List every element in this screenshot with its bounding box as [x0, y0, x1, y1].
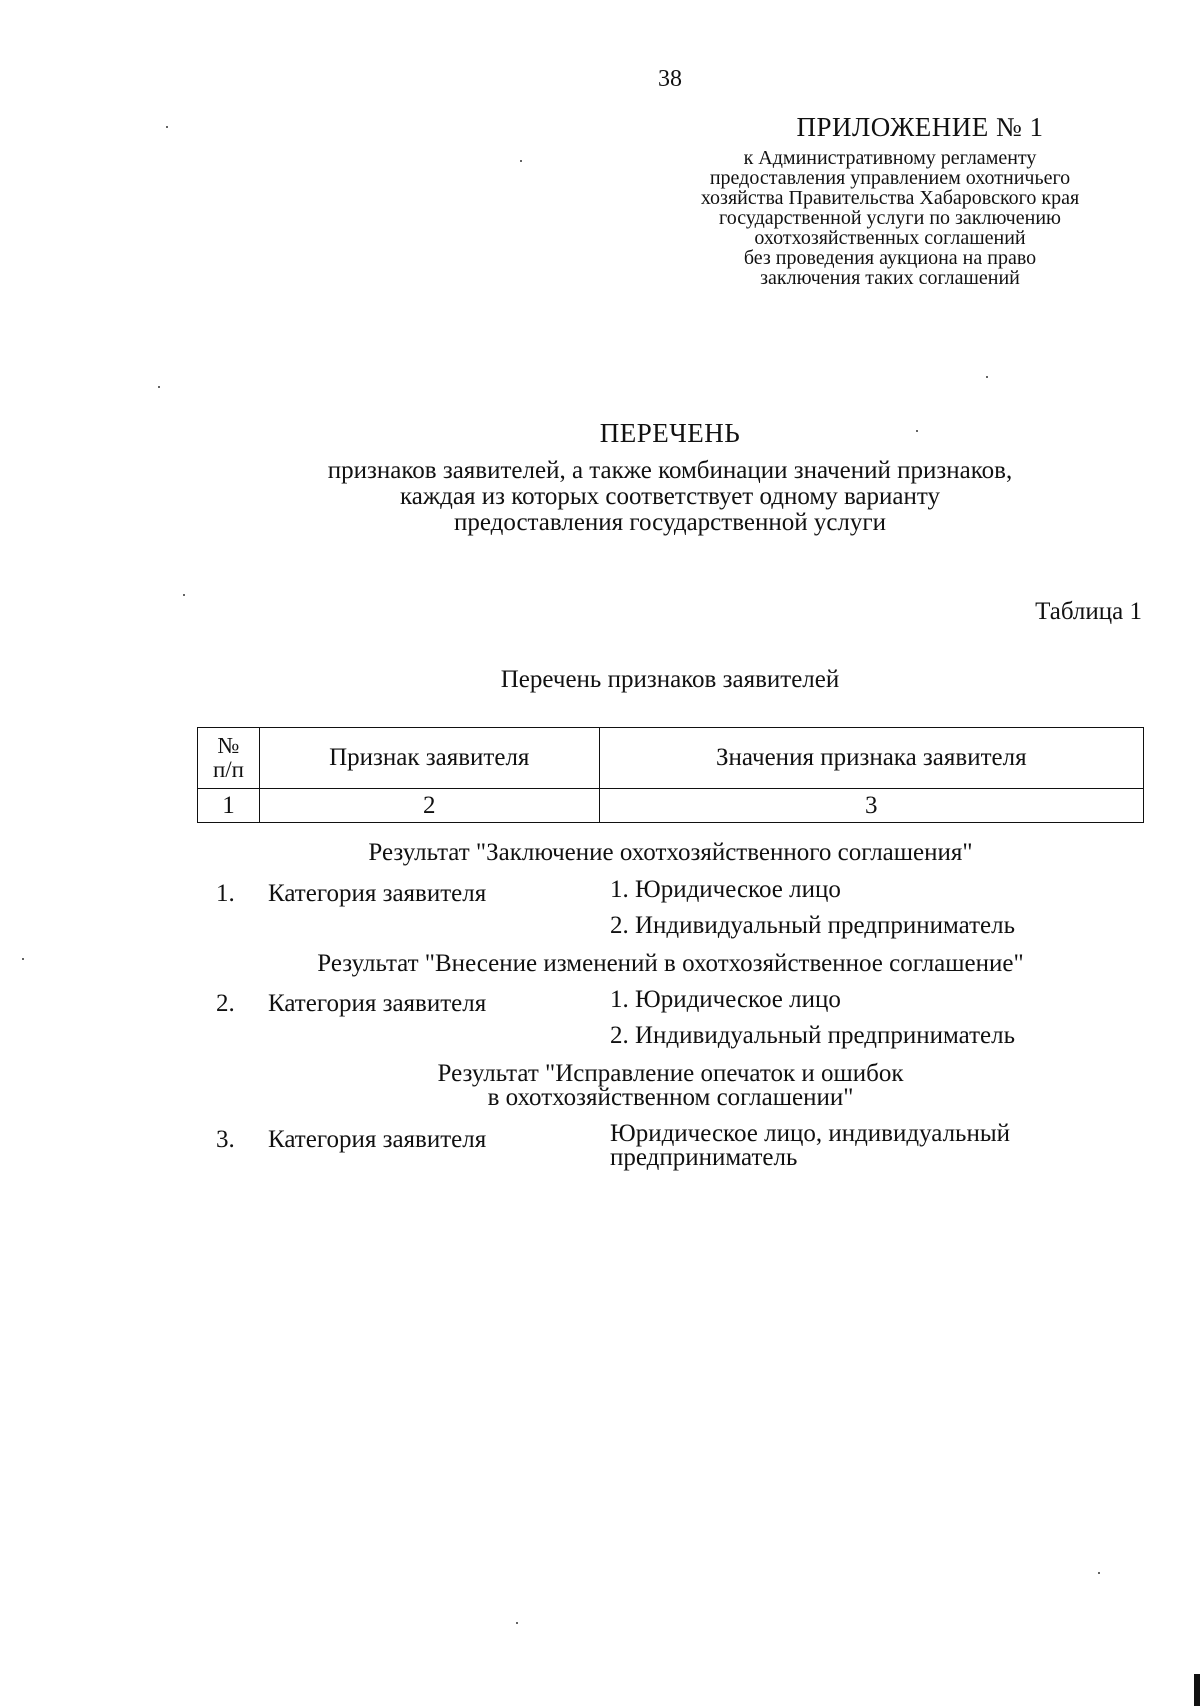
header-number-line2: п/п	[212, 757, 244, 782]
scan-speck	[22, 958, 24, 960]
row-number: 3.	[216, 1126, 235, 1153]
features-table	[197, 727, 1144, 823]
scan-speck	[516, 1622, 518, 1624]
scan-speck	[986, 376, 988, 378]
scan-speck	[158, 386, 160, 388]
result-heading-line: Результат "Исправление опечаток и ошибок	[437, 1060, 904, 1087]
row-value: 2. Индивидуальный предприниматель	[610, 1022, 1015, 1049]
result-heading	[197, 841, 1144, 865]
row-number: 2.	[216, 990, 235, 1017]
result-heading-line: Результат "Внесение изменений в охотхозяйственное соглашение"	[317, 950, 1024, 977]
column-number: 1	[198, 789, 260, 823]
appendix-subtitle-line: к Административному регламенту	[743, 147, 1037, 169]
scan-edge-mark	[1194, 1674, 1200, 1706]
column-number: 3	[599, 789, 1143, 823]
row-category: Категория заявителя	[268, 990, 487, 1017]
document-subtitle	[160, 458, 1180, 536]
appendix-subtitle-line: хозяйства Правительства Хабаровского края	[700, 187, 1080, 209]
result-heading	[197, 1062, 1144, 1110]
document-subtitle-line: каждая из которых соответствует одному варианту	[400, 483, 940, 510]
appendix-subtitle-line: без проведения аукциона на право	[743, 247, 1037, 269]
row-value-line: предприниматель	[610, 1144, 798, 1171]
result-heading	[197, 952, 1144, 976]
row-value: 2. Индивидуальный предприниматель	[610, 912, 1015, 939]
header-number	[198, 728, 260, 789]
row-category: Категория заявителя	[268, 880, 487, 907]
header-values: Значения признака заявителя	[599, 728, 1143, 789]
row-value-line: Юридическое лицо, индивидуальный	[610, 1120, 1010, 1147]
result-heading-line: в охотхозяйственном соглашении"	[487, 1084, 854, 1111]
appendix-subtitle-line: предоставления управлением охотничьего	[709, 167, 1071, 189]
document-subtitle-line: признаков заявителей, а также комбинации значений признаков,	[327, 457, 1013, 484]
document-title: ПЕРЕЧЕНЬ	[599, 418, 741, 448]
row-value: 1. Юридическое лицо	[610, 986, 841, 1013]
appendix-title: ПРИЛОЖЕНИЕ № 1	[796, 112, 1044, 142]
scan-speck	[520, 160, 522, 162]
row-category: Категория заявителя	[268, 1126, 487, 1153]
table-caption: Перечень признаков заявителей	[500, 666, 840, 693]
table-label: Таблица 1	[1035, 598, 1142, 625]
table-header-row	[198, 728, 1144, 789]
scan-speck	[166, 126, 168, 128]
result-heading-line: Результат "Заключение охотхозяйственного соглашения"	[368, 839, 973, 866]
appendix-subtitle-line: государственной услуги по заключению	[719, 207, 1061, 229]
header-feature: Признак заявителя	[259, 728, 599, 789]
document-subtitle-line: предоставления государственной услуги	[453, 509, 887, 536]
row-value	[610, 1122, 1010, 1170]
header-number-line1: №	[217, 733, 240, 758]
page-number: 38	[658, 66, 682, 92]
appendix-subtitle	[640, 148, 1140, 288]
column-number-row	[198, 789, 1144, 823]
scan-speck	[1098, 1572, 1100, 1574]
appendix-subtitle-line: охотхозяйственных соглашений	[754, 227, 1026, 249]
scan-speck	[183, 594, 185, 596]
row-value: 1. Юридическое лицо	[610, 876, 841, 903]
column-number: 2	[259, 789, 599, 823]
scan-speck	[916, 430, 918, 432]
appendix-subtitle-line: заключения таких соглашений	[760, 267, 1020, 289]
row-number: 1.	[216, 880, 235, 907]
